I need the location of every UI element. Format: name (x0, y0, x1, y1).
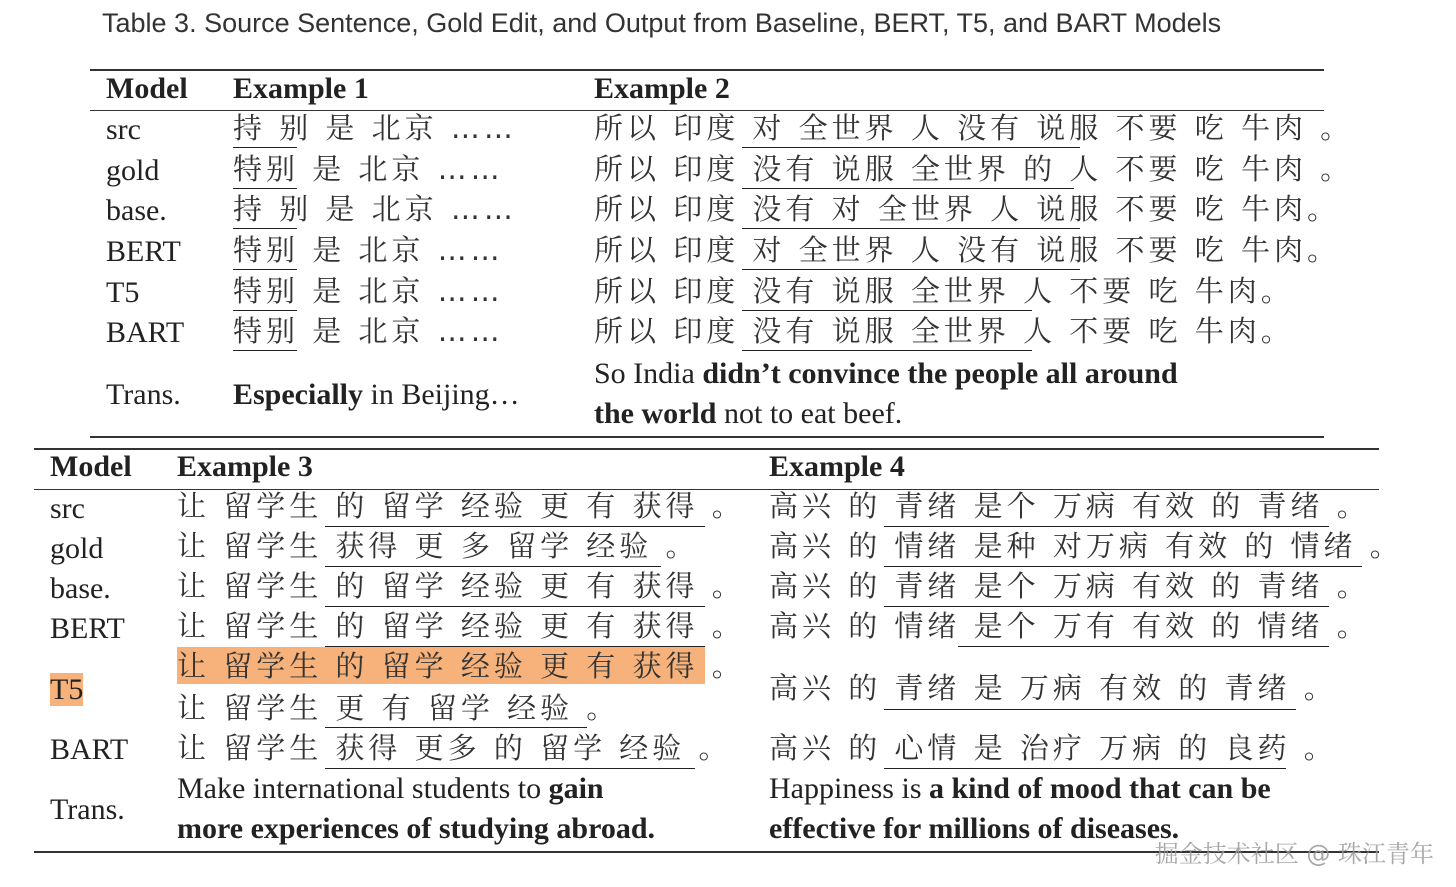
edit-underline (325, 566, 661, 567)
edit-underline (325, 727, 587, 728)
example3-translation-line1 (177, 769, 604, 809)
edit-underline (958, 646, 1329, 647)
edit-underline (884, 606, 1329, 607)
translation-bold: more experiences of studying abroad. (177, 812, 656, 845)
row-label: BART (50, 733, 129, 766)
example4-bert: 高兴 的 情绪 是个 万有 有效 的 情绪 。 (769, 609, 1370, 643)
edit-underline (233, 310, 297, 311)
edit-underline (233, 350, 297, 351)
example2-gold: 所以 印度 没有 说服 全世界 的 人 不要 吃 牛肉 。 (594, 152, 1354, 186)
example3-bart: 让 留学生 获得 更多 的 留学 经验 。 (177, 731, 732, 765)
example4-src: 高兴 的 青绪 是个 万病 有效 的 青绪 。 (769, 489, 1370, 523)
example3-translation-line2 (177, 809, 655, 849)
translation-bold: didn’t convince the people all around (702, 357, 1178, 390)
row-label: src (50, 492, 85, 525)
edit-underline (742, 228, 1080, 229)
translation-text: Happiness is (769, 772, 929, 805)
translation-bold: a kind of mood that can be (929, 772, 1271, 805)
example2-src: 所以 印度 对 全世界 人 没有 说服 不要 吃 牛肉 。 (594, 111, 1354, 145)
edit-underline (325, 526, 705, 527)
row-label: BERT (106, 235, 181, 268)
edit-underline (742, 350, 1032, 351)
edit-underline (884, 709, 1296, 710)
table1-bottom-rule (90, 436, 1324, 438)
translation-bold: the world (594, 397, 717, 430)
example3-bert: 让 留学生 的 留学 经验 更 有 获得 。 (177, 609, 745, 643)
edit-underline (884, 566, 1362, 567)
example3-t5-alt: 让 留学生 更 有 留学 经验 。 (177, 691, 620, 725)
edit-underline (742, 269, 1080, 270)
watermark: 掘金技术社区 @ 珠江青年 (1154, 840, 1434, 868)
translation-text: in Beijing… (363, 378, 520, 411)
example1-base: 持 别 是 北京 …… (233, 192, 517, 226)
row-label: BERT (50, 612, 125, 645)
t5-highlight: T5 (50, 673, 84, 706)
example1-bart: 特别 是 北京 …… (233, 314, 504, 348)
edit-underline (742, 310, 1032, 311)
translation-text: So India (594, 357, 703, 390)
row-label: base. (106, 194, 167, 227)
edit-underline (742, 188, 1074, 189)
table2-header-example4: Example 4 (769, 450, 905, 483)
example4-bart: 高兴 的 心情 是 治疗 万病 的 良药 。 (769, 731, 1337, 765)
example3-t5-highlighted: 让 留学生 的 留学 经验 更 有 获得 。 (177, 649, 745, 683)
edit-underline (325, 606, 705, 607)
table1-header-example1: Example 1 (233, 72, 369, 105)
example4-base: 高兴 的 青绪 是个 万病 有效 的 青绪 。 (769, 569, 1370, 603)
edit-underline (325, 646, 705, 647)
row-label (50, 670, 83, 710)
translation-bold: Especially (233, 378, 364, 411)
example2-bart: 所以 印度 没有 说服 全世界 人 不要 吃 牛肉。 (594, 314, 1294, 348)
translation-text: Make international students to (177, 772, 549, 805)
example2-base: 所以 印度 没有 对 全世界 人 说服 不要 吃 牛肉。 (594, 192, 1340, 226)
example1-t5: 特别 是 北京 …… (233, 274, 504, 308)
row-label: gold (50, 532, 104, 565)
example1-gold: 特别 是 北京 …… (233, 152, 504, 186)
table2-header-model: Model (50, 450, 132, 483)
example1-src: 持 别 是 北京 …… (233, 111, 517, 145)
table-caption: Table 3. Source Sentence, Gold Edit, and Output from Baseline, BERT, T5, and BART Models (102, 8, 1222, 38)
example1-translation (233, 375, 520, 415)
edit-underline (233, 269, 297, 270)
example4-translation-line2 (769, 809, 1179, 849)
example2-t5: 所以 印度 没有 说服 全世界 人 不要 吃 牛肉。 (594, 274, 1294, 308)
table1-header-example2: Example 2 (594, 72, 730, 105)
example4-gold: 高兴 的 情绪 是种 对万病 有效 的 情绪 。 (769, 529, 1403, 563)
example3-src: 让 留学生 的 留学 经验 更 有 获得 。 (177, 489, 745, 523)
trans-label: Trans. (106, 378, 181, 411)
translation-bold: effective for millions of diseases. (769, 812, 1180, 845)
trans-label: Trans. (50, 793, 125, 826)
table2-header-example3: Example 3 (177, 450, 313, 483)
example2-translation-line2 (594, 394, 902, 434)
edit-underline (233, 188, 297, 189)
translation-text: not to eat beef. (716, 397, 903, 430)
row-label: src (106, 113, 141, 146)
row-label: base. (50, 572, 111, 605)
table1-header-model: Model (106, 72, 188, 105)
example4-translation-line1 (769, 769, 1271, 809)
example3-gold: 让 留学生 获得 更 多 留学 经验 。 (177, 529, 699, 563)
example4-t5: 高兴 的 青绪 是 万病 有效 的 青绪 。 (769, 671, 1337, 705)
example1-bert: 特别 是 北京 …… (233, 233, 504, 267)
edit-underline (233, 147, 297, 148)
example2-bert: 所以 印度 对 全世界 人 没有 说服 不要 吃 牛肉。 (594, 233, 1340, 267)
edit-underline (884, 526, 1329, 527)
example2-translation-line1 (594, 354, 1178, 394)
example3-base: 让 留学生 的 留学 经验 更 有 获得 。 (177, 569, 745, 603)
translation-bold: gain (548, 772, 604, 805)
edit-underline (742, 147, 1080, 148)
row-label: gold (106, 154, 160, 187)
row-label: BART (106, 316, 185, 349)
row-label: T5 (106, 276, 140, 309)
edit-underline (233, 228, 297, 229)
